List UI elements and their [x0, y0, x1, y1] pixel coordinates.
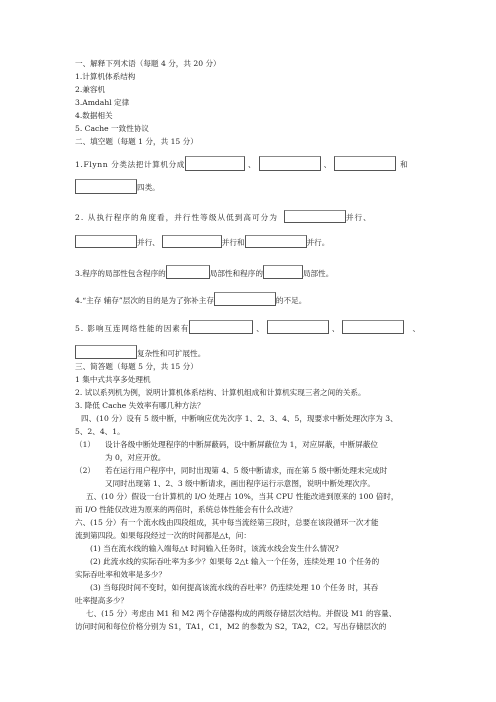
- q4-sub1-line1: 设计各级中断处理程序的中断屏蔽码，设中断屏蔽位为 1，对应屏蔽，中断屏蔽位: [105, 440, 379, 449]
- fill-q5-sep2: 、: [331, 324, 340, 333]
- fill-q3-blank-1[interactable]: [166, 265, 210, 279]
- section1-heading: 一、解释下列术语（每题 4 分，共 20 分）: [75, 59, 221, 68]
- fill-q4-tail: 的不足。: [275, 296, 307, 305]
- q5-line1: 五、(10 分）假设一台计算机的 I/O 处理占 10%，当其 CPU 性能改进到原来的 100 倍时，: [86, 492, 399, 501]
- q5-line2: 而 I/O 性能仅改进为原来的两倍时，系统总体性能会有什么改进？: [75, 505, 297, 514]
- section2-heading: 二、填空题（每题 1 分，共 15 分）: [75, 137, 198, 146]
- fill-q5-blank-3[interactable]: [342, 320, 404, 334]
- fill-q2-blank-1[interactable]: [284, 210, 346, 223]
- fill-q5-blank-2[interactable]: [267, 320, 329, 334]
- fill-q5-blank-1[interactable]: [189, 320, 253, 334]
- q4-sub1-line2: 为 0，对应开放。: [105, 453, 166, 462]
- fill-q4-prefix: 4.“主存 辅存”层次的目的是为了弥补主存: [75, 296, 214, 305]
- fill-q1-tail: 四类。: [137, 183, 160, 192]
- fill-q4-blank-1[interactable]: [214, 292, 276, 306]
- fill-q5-prefix: 5. 影响互连网络性能的因素有: [75, 324, 190, 333]
- fill-q1-and: 和: [400, 160, 408, 169]
- fill-q2-suffix2: 并行、: [137, 238, 160, 247]
- fill-q2-suffix1: 并行、: [345, 213, 372, 222]
- q6-sub2-line1: (2) 此流水线的实际吞吐率为多少？如果每 2△t 输入一个任务，连续处理 10 个任务的: [90, 557, 380, 566]
- fill-q1-blank-3[interactable]: [334, 156, 396, 171]
- fill-q1-line1: [75, 156, 408, 171]
- term-1: 1.计算机体系结构: [75, 72, 136, 81]
- fill-q5-line2: [75, 345, 205, 359]
- fill-q3-blank-2[interactable]: [263, 265, 303, 279]
- short-q1: 1 集中式共享多处理机: [75, 375, 151, 384]
- term-3: 3.Amdahl 定律: [75, 98, 130, 107]
- q6-line1: 六、(15 分）有一个流水线由四段组成，其中每当流经第三段时，总要在该段循环一次才能: [75, 518, 379, 527]
- q7-line2: 访问时间和每位价格分别为 S1，TA1，C1，M2 的参数为 S2，TA2，C2。写出存储层次的: [75, 622, 387, 631]
- term-2: 2.兼容机: [75, 85, 106, 94]
- fill-q5-tail: 复杂性和可扩展性。: [137, 349, 206, 358]
- fill-q5-sep3: 、: [412, 324, 421, 333]
- fill-q1-prefix: 1.Flynn 分类法把计算机分成: [75, 160, 185, 169]
- fill-q5-blank-4[interactable]: [75, 345, 137, 359]
- fill-q2-blank-4[interactable]: [245, 235, 307, 248]
- q4-sub1-number: （1）: [75, 440, 96, 449]
- fill-q3-prefix: 3.程序的局部性包含程序的: [75, 269, 166, 278]
- fill-q2-suffix4: 并行。: [306, 238, 330, 247]
- q6-sub1: (1) 当在流水线的输入端每△t 时间输入任务时，该流水线会发生什么情况?: [90, 544, 339, 553]
- fill-q2-blank-3[interactable]: [162, 235, 222, 248]
- q4-sub2-number: （2）: [75, 466, 96, 475]
- fill-q3-tail: 局部性。: [302, 269, 334, 278]
- fill-q5-line1: [75, 320, 420, 334]
- q6-sub3-line1: (3) 当每段时间不变时，如何提高该流水线的吞吐率？仍连续处理 10 个任务 时，其吞: [90, 583, 379, 592]
- fill-q2-suffix3: 并行和: [221, 238, 245, 247]
- fill-q1-blank-2[interactable]: [259, 156, 321, 171]
- section3-heading: 三、简答题（每题 5 分，共 15 分）: [75, 362, 198, 371]
- fill-q4: [75, 292, 306, 306]
- term-4: 4.数据相关: [75, 111, 113, 120]
- fill-q1-blank-4[interactable]: [75, 179, 137, 194]
- fill-q2-blank-2[interactable]: [75, 235, 137, 248]
- term-5: 5. Cache 一致性协议: [75, 124, 150, 133]
- short-q2: 2. 试以系列机为例，说明计算机体系结构、计算机组成和计算机实现三者之间的关系。: [75, 388, 366, 397]
- q4-intro-line2: 5、2、4、1。: [75, 427, 125, 436]
- short-q3: 3. 降低 Cache 失效率有哪几种方法？: [75, 401, 205, 410]
- fill-q2-prefix: 2. 从执行程序的角度看，并行性等级从低到高可分为: [75, 213, 278, 222]
- fill-q2-line1: [75, 210, 372, 223]
- fill-q3-mid: 局部性和程序的: [209, 269, 263, 278]
- q6-sub3-line2: 吐率提高多少？: [75, 596, 129, 605]
- fill-q2-line2: [75, 235, 329, 248]
- q4-intro-line1: 四、(10 分）设有 5 级中断，中断响应优先次序 1、2、3、4、5，现要求中断处理次序为 3、: [81, 414, 398, 423]
- q4-sub2-line2: 又同时出现第 1、2、3 级中断请求，画出程序运行示意图，说明中断处理次序。: [105, 479, 375, 488]
- fill-q1-line2: [75, 179, 160, 194]
- q4-sub2-line1: 若在运行用户程序中，同时出现第 4、5 级中断请求，而在第 5 级中断处理未完成时: [105, 466, 388, 475]
- q6-sub2-line2: 实际吞吐率和效率是多少？: [75, 570, 167, 579]
- fill-q1-sep1: 、: [247, 160, 256, 169]
- fill-q1-sep2: 、: [323, 160, 332, 169]
- fill-q1-blank-1[interactable]: [185, 156, 245, 171]
- q6-line2: 流到第四段。如果每段经过一次的时间都是△t，问：: [75, 531, 251, 540]
- fill-q3: [75, 265, 333, 279]
- fill-q5-sep1: 、: [256, 324, 264, 333]
- q7-line1: 七、(15 分）考虑由 M1 和 M2 两个存储器构成的两级存储层次结构。并假设 M1 的容量、: [86, 609, 397, 618]
